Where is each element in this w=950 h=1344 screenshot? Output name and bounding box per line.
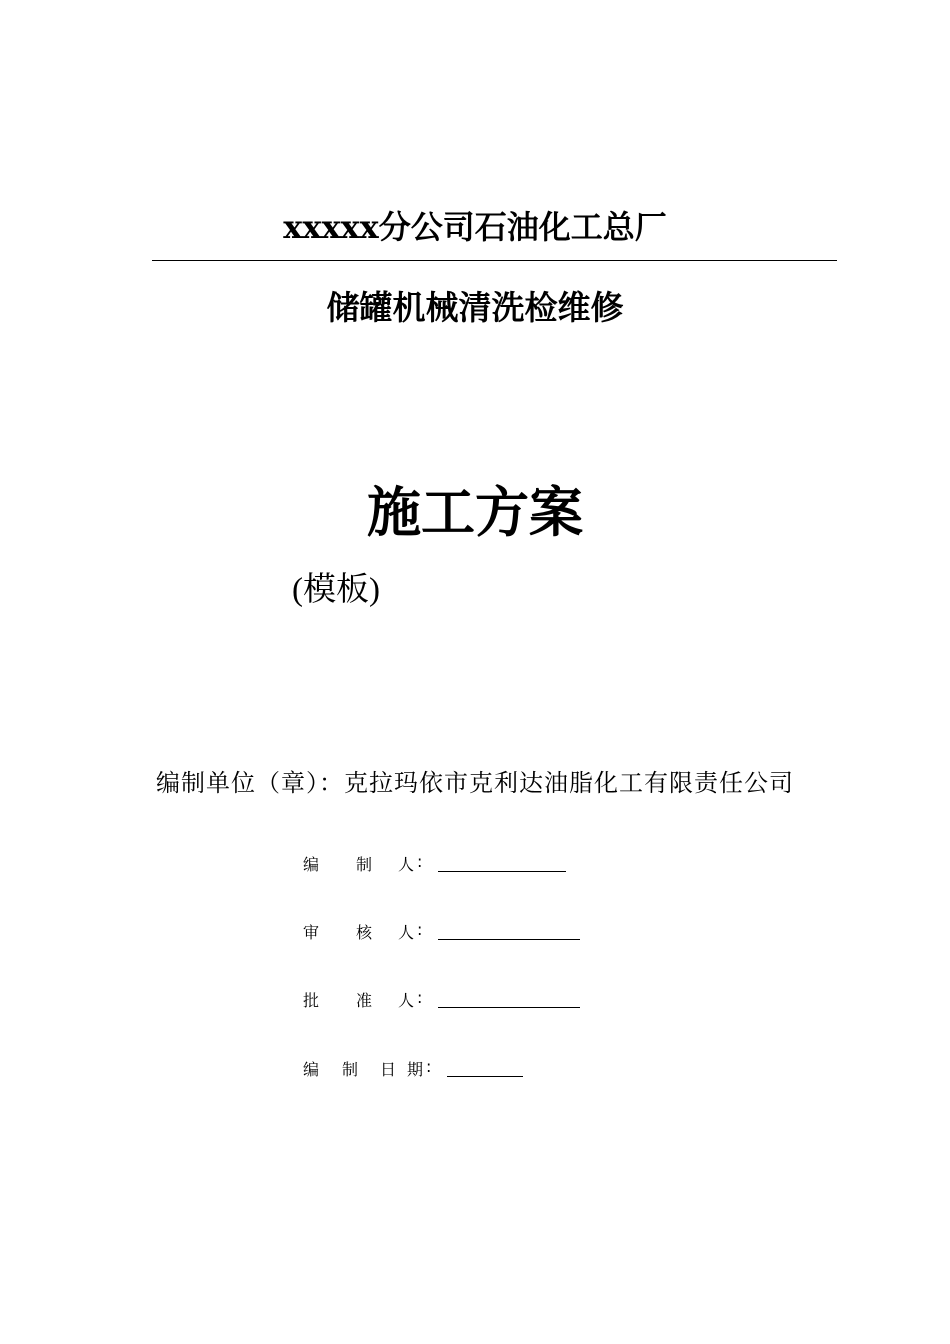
approver-label-char-2: 准 (356, 991, 373, 1010)
compiler-label-colon: : (417, 852, 423, 871)
approver-label-colon: : (417, 988, 423, 1007)
compiling-unit-value: 克拉玛依市克利达油脂化工有限责任公司 (344, 769, 794, 797)
reviewer-label-colon: : (417, 920, 423, 939)
date-blank[interactable] (447, 1076, 523, 1077)
title-divider (152, 260, 837, 261)
project-title: 储罐机械清洗检维修 (326, 288, 624, 327)
reviewer-label-char-1: 审 (303, 923, 320, 942)
compiler-label-char-3: 人 (398, 855, 415, 874)
date-label-char-3: 日 (380, 1060, 397, 1079)
compiler-label-char-2: 制 (356, 855, 373, 874)
compiling-unit-line (0, 763, 950, 798)
org-title: xxxxx分公司石油化工总厂 (283, 208, 667, 246)
approver-blank[interactable] (438, 1007, 580, 1008)
compiling-unit-label: 编制单位（章）： (156, 769, 344, 797)
date-label-char-4: 期 (407, 1060, 424, 1079)
date-label-char-1: 编 (303, 1060, 320, 1079)
reviewer-label-char-2: 核 (356, 923, 373, 942)
document-title: 施工方案 (367, 480, 583, 544)
document-note: (模板) (292, 572, 380, 608)
approver-label-char-3: 人 (398, 991, 415, 1010)
date-label-char-2: 制 (342, 1060, 359, 1079)
approver-label-char-1: 批 (303, 991, 320, 1010)
compiler-label-char-1: 编 (303, 855, 320, 874)
reviewer-blank[interactable] (438, 939, 580, 940)
date-label-colon: : (426, 1057, 432, 1076)
compiler-blank[interactable] (438, 871, 566, 872)
reviewer-label-char-3: 人 (398, 923, 415, 942)
